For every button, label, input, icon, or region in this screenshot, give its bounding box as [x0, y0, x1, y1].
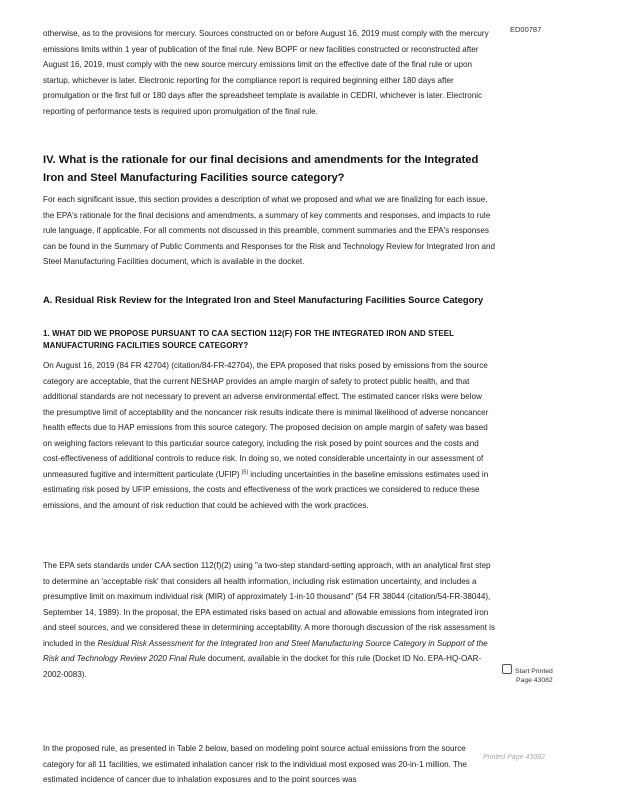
paragraph-3-block [43, 558, 495, 682]
section-a-heading: A. Residual Risk Review for the Integrated Iron and Steel Manufacturing Facilities Source Category [43, 294, 484, 305]
subsection-1-block [43, 328, 495, 352]
bates-number: ED00787 [510, 25, 542, 34]
footnote-marker[interactable]: [5] [241, 468, 248, 475]
section-iv-block [43, 151, 495, 187]
intro-paragraph: otherwise, as to the provisions for mercury. Sources constructed on or before August 16, 2019 must comply with the mercury emissions limits within 1 year of publication of the final rule. New BOPF or new facilities constructed or reconstructed after August 16, 2019, must comply with the new source mercury emissions limit on the effective date of the final rule or upon startup, whichever is later. Electronic reporting for the compliance report is required beginning either 180 days after promulgation or the first full or 180 days after the spreadsheet template is available in CEDRI, whichever is later. Electronic reporting of performance tests is required upon promulgation of the final rule. [43, 29, 489, 116]
section-iv-paragraph: For each significant issue, this section provides a description of what we proposed and what we are finalizing for each issue, the EPA's rationale for the final decisions and amendments, a summary of key comments and responses, and impacts to rule rule language, if applicable. For all comments not discussed in this preamble, comment summaries and the EPA's responses can be found in the Summary of Public Comments and Responses for the Risk and Technology Review for Integrated Iron and Steel Manufacturing Facilities document, which is available in the docket. [43, 195, 496, 266]
paragraph-2 [43, 358, 495, 513]
paragraph-4-block [43, 741, 495, 788]
side-note-title: Start Printed [515, 668, 553, 675]
paragraph-2-part-b: including uncertainties in the baseline emissions estimates used in estimating risk posed by UFIP emissions, the costs and effectiveness of the work practices we considered to reduce these emissions, and the amount of risk reduction that could be achieved with the work practices. [43, 469, 489, 510]
paragraph-2-part-a: On August 16, 2019 (84 FR 42704) (citation/84-FR-42704), the EPA proposed that risks posed by emissions from the source category are acceptable, that the current NESHAP provides an ample margin of safety to protect public health, and that additional standards are not necessary to prevent an adverse environmental effect. The estimated cancer risks were below the presumptive limit of acceptability and the noncancer risk results indicate there is minimal likelihood of adverse noncancer health effects due to HAP emissions from this source category. The proposed decision on ample margin of safety was based on weighing factors relevant to this particular source category, including the risk posed by point sources and the costs and cost-effectiveness of additional controls to reduce risk. In doing so, we noted considerable uncertainty in our assessment of unmeasured fugitive and intermittent particulate (UFIP) [43, 361, 489, 479]
intro-paragraph-block [43, 26, 495, 119]
risk-assessment-document-title: Residual Risk Assessment for the Integrated Iron and Steel Manufacturing Source Category in Support of the Risk and Technology Review 2020 Final Rule [43, 638, 488, 663]
paragraph-2-block [43, 358, 495, 513]
page-marker-icon [502, 664, 512, 674]
start-printed-page-note [502, 664, 553, 685]
paragraph-3-part-a: The EPA sets standards under CAA section 112(f)(2) using "a two-step standard-setting approach, with an analytical first step to determine an 'acceptable risk' that considers all health information, including risk estimation uncertainty, and includes a presumptive limit on maximum individual risk (MIR) of approximately 1-in-10 thousand" (54 FR 38044 (citation/54-FR-38044), September 14, 1989). In the proposal, the EPA estimated risks based on actual and allowable emissions from integrated iron and steel sources, and we considered these in determining acceptability. A more thorough discussion of the risk assessment is included in the [43, 561, 495, 648]
section-a-block [43, 292, 495, 307]
margin-annotation: Printed Page 43082 [483, 754, 545, 761]
section-iv-heading: IV. What is the rationale for our final decisions and amendments for the Integrated Iron and Steel Manufacturing Facilities source category? [43, 154, 479, 184]
paragraph-3-part-b: document, available in the docket for this rule (Docket ID No. EPA-HQ-OAR-2002-0083). [43, 654, 482, 679]
paragraph-3 [43, 558, 495, 682]
section-iv-paragraph-block [43, 192, 495, 270]
side-note-page: Page 43082 [516, 677, 553, 684]
subsection-1-heading: 1. WHAT DID WE PROPOSE PURSUANT TO CAA SECTION 112(F) FOR THE INTEGRATED IRON AND STEEL MANUFACTURING FACILITIES SOURCE CATEGORY? [43, 329, 454, 350]
paragraph-4: In the proposed rule, as presented in Table 2 below, based on modeling point source actual emissions from the source category for all 11 facilities, we estimated inhalation cancer risk to the individual most exposed was 20-in-1 million. The estimated incidence of cancer due to inhalation exposures and to the point sources was [43, 744, 467, 784]
